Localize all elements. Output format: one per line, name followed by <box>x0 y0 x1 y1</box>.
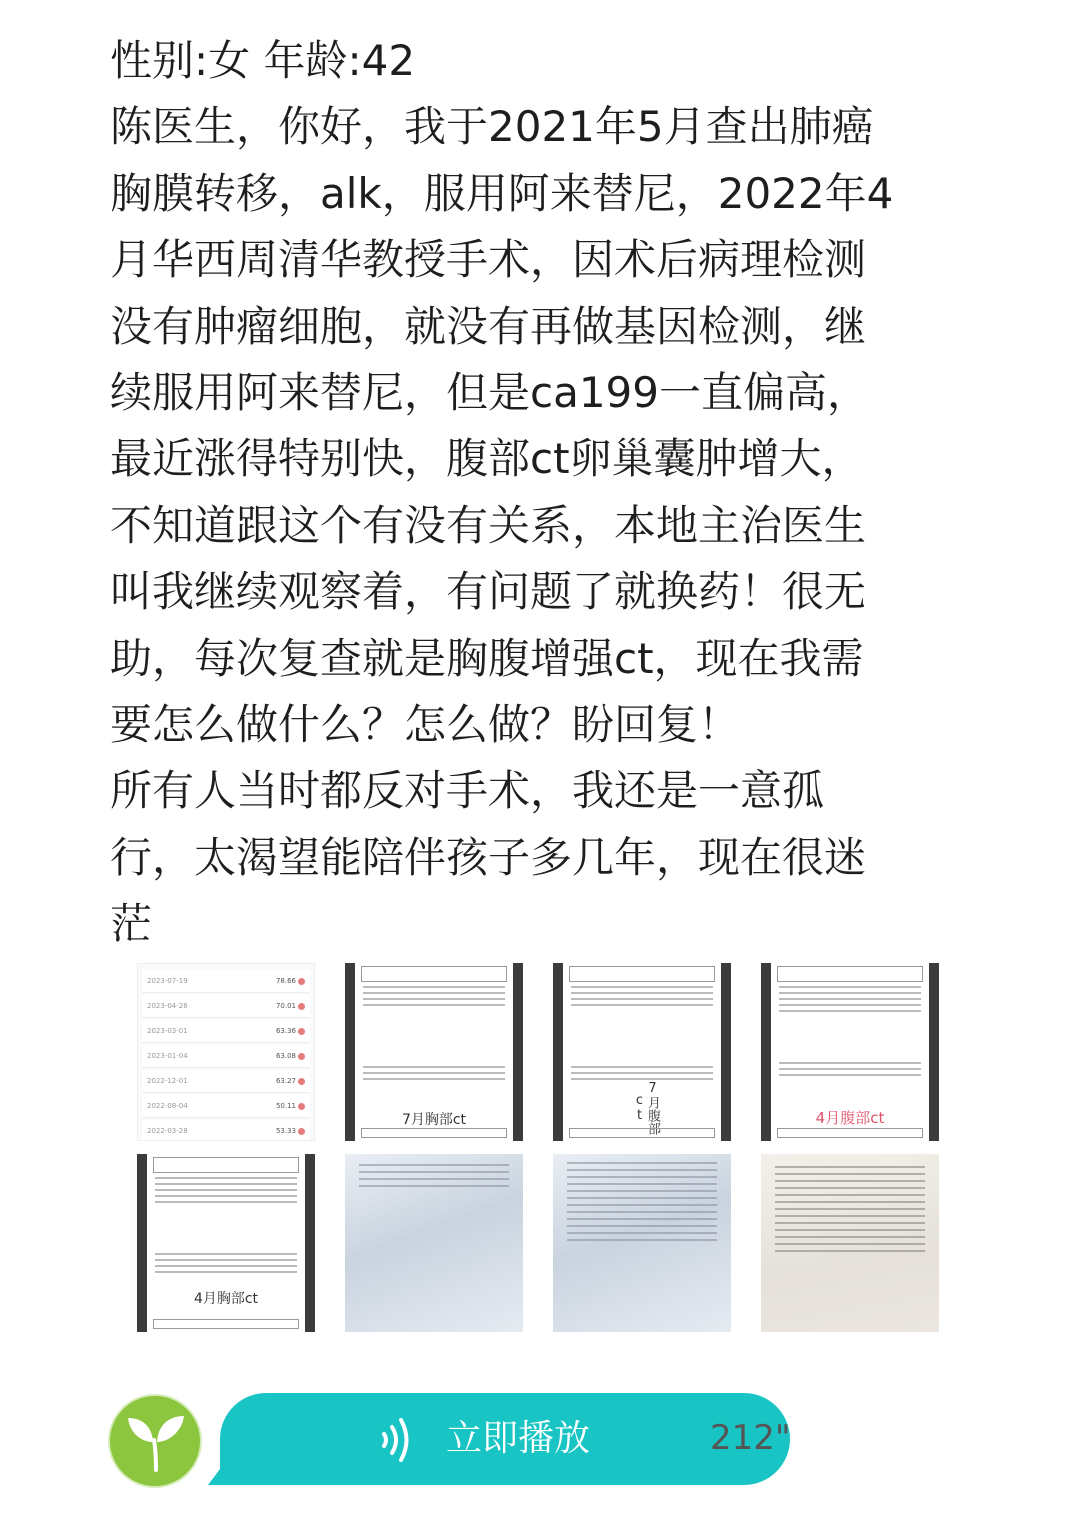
report-footer <box>361 1128 507 1138</box>
message-line: 所有人当时都反对手术，我还是一意孤 <box>110 766 825 816</box>
lab-row <box>142 1020 310 1043</box>
message-line: 性别:女 年龄:42 <box>110 36 416 85</box>
sprout-icon <box>126 1410 186 1474</box>
play-voice-button[interactable] <box>220 1393 790 1485</box>
report-footer <box>569 1128 715 1138</box>
message-line: 月华西周清华教授手术，因术后病理检测 <box>110 235 867 285</box>
text-line <box>775 1250 925 1252</box>
text-line <box>363 1004 505 1006</box>
voice-message <box>108 1390 808 1490</box>
text-line <box>155 1253 297 1255</box>
thumbnail-report-photo-3[interactable] <box>761 1154 939 1332</box>
text-line <box>779 1010 921 1012</box>
text-line <box>775 1187 925 1189</box>
text-line <box>571 986 713 988</box>
text-line <box>567 1232 717 1234</box>
text-line <box>775 1229 925 1231</box>
text-line <box>775 1173 925 1175</box>
text-line <box>571 1072 713 1074</box>
text-line <box>567 1197 717 1199</box>
lab-value: 50.11 <box>275 1102 296 1110</box>
lab-date: 2023-03-01 <box>147 1027 188 1035</box>
report-page <box>773 963 927 1141</box>
text-line <box>775 1194 925 1196</box>
text-line <box>571 998 713 1000</box>
report-page <box>149 1154 303 1332</box>
alert-dot-icon <box>298 1003 305 1010</box>
report-caption: 4月胸部ct <box>193 1291 259 1307</box>
text-line <box>359 1164 509 1166</box>
report-page <box>565 963 719 1141</box>
message-line: 叫我继续观察着，有问题了就换药！很无 <box>110 567 867 617</box>
text-line <box>779 1074 921 1076</box>
text-line <box>359 1178 509 1180</box>
text-line <box>359 1171 509 1173</box>
message-line: 不知道跟这个有没有关系，本地主治医生 <box>110 500 867 550</box>
text-line <box>567 1183 717 1185</box>
lab-date: 2023-01-04 <box>147 1052 188 1060</box>
alert-dot-icon <box>298 1103 305 1110</box>
text-line <box>779 1068 921 1070</box>
alert-dot-icon <box>298 1053 305 1060</box>
report-page <box>357 963 511 1141</box>
lab-value: 78.66 <box>275 977 296 985</box>
attachment-grid <box>137 963 947 1345</box>
message-line: 续服用阿来替尼，但是ca199一直偏高， <box>110 368 869 418</box>
thumbnail-abdomen-ct-april[interactable] <box>761 963 939 1141</box>
page-edge <box>553 963 563 1141</box>
lab-row <box>142 1095 310 1118</box>
text-line <box>779 1062 921 1064</box>
text-line <box>155 1265 297 1267</box>
text-line <box>567 1176 717 1178</box>
report-header <box>153 1157 299 1173</box>
message-line: 要怎么做什么？怎么做？盼回复！ <box>110 700 741 750</box>
text-line <box>567 1211 717 1213</box>
message-line: 陈医生，你好，我于2021年5月查出肺癌 <box>110 102 874 152</box>
text-line <box>779 1004 921 1006</box>
thumbnail-report-photo-1[interactable] <box>345 1154 523 1332</box>
text-line <box>779 992 921 994</box>
text-line <box>155 1201 297 1203</box>
text-line <box>567 1162 717 1164</box>
text-line <box>363 992 505 994</box>
text-line <box>571 992 713 994</box>
lab-row <box>142 970 310 993</box>
page-edge <box>929 963 939 1141</box>
alert-dot-icon <box>298 1028 305 1035</box>
text-line <box>363 1066 505 1068</box>
page-edge <box>513 963 523 1141</box>
text-line <box>779 986 921 988</box>
text-line <box>567 1239 717 1241</box>
thumbnail-chest-ct-july[interactable] <box>345 963 523 1141</box>
text-line <box>155 1259 297 1261</box>
lab-value: 63.08 <box>275 1052 296 1060</box>
text-line <box>775 1215 925 1217</box>
text-line <box>567 1225 717 1227</box>
message-line: 胸膜转移，alk，服用阿来替尼，2022年4 <box>110 168 894 218</box>
text-line <box>567 1218 717 1220</box>
play-label: 立即播放 <box>446 1418 591 1459</box>
report-caption: 4月腹部ct <box>815 1109 885 1127</box>
text-line <box>571 1004 713 1006</box>
lab-date: 2022-03-28 <box>147 1127 188 1135</box>
lab-value: 70.01 <box>275 1002 296 1010</box>
lab-value: 63.27 <box>275 1077 296 1085</box>
thumbnail-report-photo-2[interactable] <box>553 1154 731 1332</box>
thumbnail-abdomen-ct-july[interactable] <box>553 963 731 1141</box>
text-line <box>775 1208 925 1210</box>
message-line: 茫 <box>110 899 153 949</box>
lab-date: 2023-04-26 <box>147 1002 188 1010</box>
text-line <box>775 1201 925 1203</box>
message-line: 行，太渴望能陪伴孩子多几年，现在很迷 <box>110 832 867 882</box>
lab-value: 63.36 <box>275 1027 296 1035</box>
page-edge <box>761 963 771 1141</box>
patient-message <box>110 28 970 958</box>
lab-row <box>142 995 310 1018</box>
alert-dot-icon <box>298 978 305 985</box>
voice-duration: 212" <box>710 1418 791 1458</box>
page-edge <box>721 963 731 1141</box>
text-line <box>155 1195 297 1197</box>
page-edge <box>137 1154 147 1332</box>
report-header <box>361 966 507 982</box>
text-line <box>779 998 921 1000</box>
page-edge <box>345 963 355 1141</box>
text-line <box>363 998 505 1000</box>
alert-dot-icon <box>298 1128 305 1135</box>
lab-value: 53.33 <box>275 1127 296 1135</box>
text-line <box>775 1236 925 1238</box>
text-line <box>363 1078 505 1080</box>
message-line: 助，每次复查就是胸腹增强ct，现在我需 <box>110 633 864 683</box>
text-line <box>567 1190 717 1192</box>
report-header <box>569 966 715 982</box>
lab-date: 2022-08-04 <box>147 1102 188 1110</box>
text-line <box>155 1271 297 1273</box>
text-line <box>567 1204 717 1206</box>
text-line <box>155 1177 297 1179</box>
report-header <box>777 966 923 982</box>
thumbnail-lab-values[interactable] <box>137 963 315 1141</box>
page-edge <box>305 1154 315 1332</box>
text-line <box>775 1222 925 1224</box>
lab-date: 2023-07-19 <box>147 977 188 985</box>
text-line <box>571 1066 713 1068</box>
text-line <box>155 1183 297 1185</box>
report-caption: 7月腹部ct <box>632 1081 660 1135</box>
message-line: 没有肿瘤细胞，就没有再做基因检测，继 <box>110 301 867 351</box>
lab-row <box>142 1120 310 1141</box>
text-line <box>775 1166 925 1168</box>
sound-wave-icon <box>378 1417 414 1463</box>
text-line <box>155 1189 297 1191</box>
alert-dot-icon <box>298 1078 305 1085</box>
report-footer <box>777 1128 923 1138</box>
lab-row <box>142 1070 310 1093</box>
avatar[interactable] <box>108 1394 202 1488</box>
text-line <box>775 1243 925 1245</box>
message-line: 最近涨得特别快，腹部ct卵巢囊肿增大， <box>110 434 864 484</box>
text-line <box>775 1180 925 1182</box>
text-line <box>567 1169 717 1171</box>
report-footer <box>153 1319 299 1329</box>
report-caption: 7月胸部ct <box>401 1112 467 1128</box>
text-line <box>359 1185 509 1187</box>
lab-date: 2022-12-01 <box>147 1077 188 1085</box>
text-line <box>363 986 505 988</box>
text-line <box>363 1072 505 1074</box>
lab-row <box>142 1045 310 1068</box>
thumbnail-chest-ct-april[interactable] <box>137 1154 315 1332</box>
